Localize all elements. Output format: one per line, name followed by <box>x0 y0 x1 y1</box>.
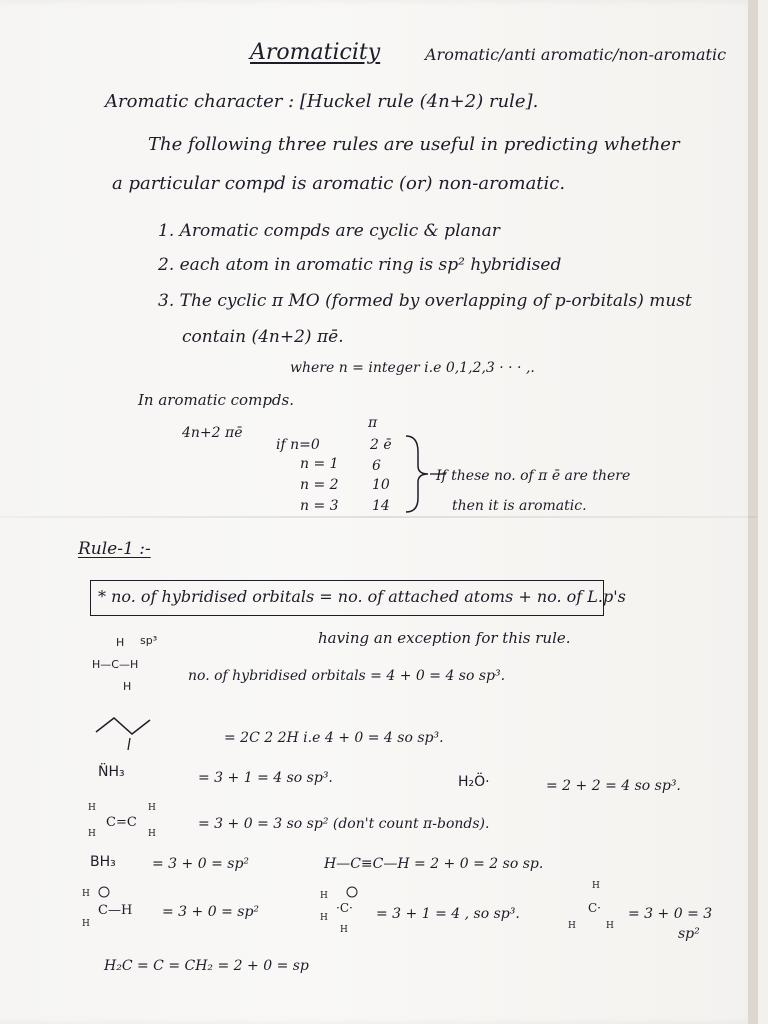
example-methane: no. of hybridised orbitals = 4 + 0 = 4 so sp³. <box>188 668 506 684</box>
table-row-e2: 10 <box>372 477 390 493</box>
table-row-e3: 14 <box>372 498 390 514</box>
rule-1: 1. Aromatic compds are cyclic & planar <box>158 221 500 241</box>
title-side-note: Aromatic/anti aromatic/non-aromatic <box>425 45 727 64</box>
table-row-n2: n = 2 <box>300 477 339 493</box>
methane-top-h: H <box>116 636 125 649</box>
table-note-1: If these no. of π ē are there <box>436 468 631 484</box>
table-row-e0: 2 ē <box>370 437 392 453</box>
exception-note: having an exception for this rule. <box>318 629 571 647</box>
svg-text:C—H: C—H <box>98 903 133 918</box>
svg-text:H: H <box>82 919 90 929</box>
rule-3-where: where n = integer i.e 0,1,2,3 · · · ,. <box>290 360 535 376</box>
rule-3-cont: contain (4n+2) πē. <box>182 327 344 347</box>
example-radical: = 3 + 0 = 3 <box>628 906 713 922</box>
svg-text:H: H <box>568 921 576 931</box>
svg-text:H: H <box>88 829 96 839</box>
carbanion-structure <box>318 884 374 936</box>
page-fold <box>0 516 758 518</box>
table-row-n0: if n=0 <box>276 437 320 453</box>
svg-text:H: H <box>320 913 328 923</box>
table-left-label: 4n+2 πē <box>182 425 243 441</box>
example-carbocation: = 3 + 0 = sp² <box>162 904 260 920</box>
svg-text:H: H <box>148 803 156 813</box>
page-edge <box>748 0 758 1024</box>
svg-text:H: H <box>592 881 600 891</box>
intro-line-2: a particular compd is aromatic (or) non-aromatic. <box>112 173 566 194</box>
carbocation-structure <box>80 884 150 932</box>
example-ethyne: H—C≡C—H = 2 + 0 = 2 so sp. <box>324 856 544 872</box>
rule1-heading: Rule-1 :- <box>78 539 151 559</box>
svg-text:C=C: C=C <box>106 815 137 830</box>
table-pi-label: π <box>368 415 378 431</box>
page-title: Aromaticity <box>250 40 381 65</box>
bh3-formula: BH₃ <box>90 854 116 870</box>
svg-text:H: H <box>320 891 328 901</box>
table-row-n1: n = 1 <box>300 456 339 472</box>
svg-text:H: H <box>340 925 348 935</box>
example-radical-sub: sp² <box>678 926 700 942</box>
example-h2o: = 2 + 2 = 4 so sp³. <box>546 778 681 794</box>
rule-3: 3. The cyclic π MO (formed by overlapping of p-orbitals) must <box>158 291 692 311</box>
svg-text:·C·: ·C· <box>336 901 353 915</box>
svg-text:H: H <box>606 921 614 931</box>
sp3-label: sp³ <box>140 634 158 647</box>
intro-line-1: The following three rules are useful in predicting whether <box>148 134 680 155</box>
example-bh3: = 3 + 0 = sp² <box>152 856 250 872</box>
radical-structure <box>566 878 622 932</box>
example-allene: H₂C = C = CH₂ = 2 + 0 = sp <box>104 958 309 974</box>
example-ethylene: = 3 + 0 = 3 so sp² (don't count π-bonds). <box>198 816 490 832</box>
nh3-formula: N̈H₃ <box>98 764 125 780</box>
h2o-formula: H₂Ö· <box>458 774 490 790</box>
rule-2: 2. each atom in aromatic ring is sp² hybridised <box>158 255 562 275</box>
butane-zigzag <box>92 712 162 752</box>
methane-structure: H—C—H <box>92 658 139 671</box>
ethylene-structure <box>86 800 166 840</box>
table-row-n3: n = 3 <box>300 498 339 514</box>
example-butane: = 2C 2 2H i.e 4 + 0 = 4 so sp³. <box>224 730 444 746</box>
svg-text:C·: C· <box>588 901 601 915</box>
svg-text:H: H <box>88 803 96 813</box>
methane-bottom-h: H <box>123 680 132 693</box>
example-carbanion: = 3 + 1 = 4 , so sp³. <box>376 906 520 922</box>
aromatic-intro: In aromatic compds. <box>138 391 294 409</box>
table-row-e1: 6 <box>372 458 381 474</box>
svg-text:H: H <box>82 889 90 899</box>
section-heading: Aromatic character : [Huckel rule (4n+2) rule]. <box>105 91 539 112</box>
svg-text:H: H <box>148 829 156 839</box>
rule-box-text: * no. of hybridised orbitals = no. of attached atoms + no. of L.p's <box>98 587 626 606</box>
table-note-2: then it is aromatic. <box>452 498 587 514</box>
example-nh3: = 3 + 1 = 4 so sp³. <box>198 770 333 786</box>
